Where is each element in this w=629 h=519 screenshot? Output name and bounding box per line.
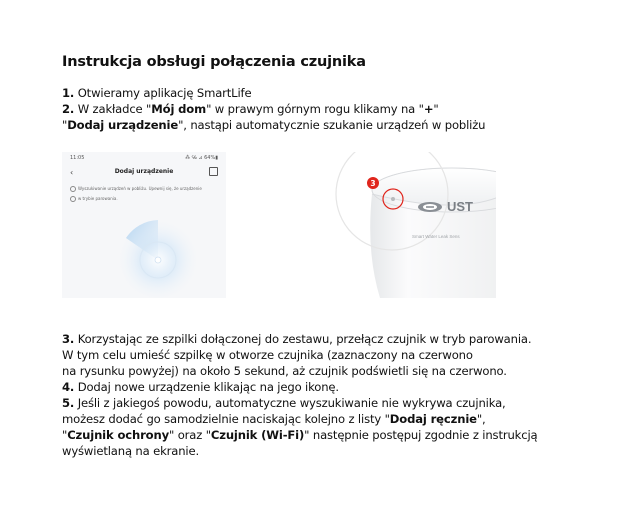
emphasis: Mój dom <box>151 102 207 116</box>
step-text: " następnie postępuj zgodnie z instrukcją <box>304 428 538 442</box>
brand-text: UST <box>447 199 473 214</box>
radar-illustration <box>62 152 226 298</box>
step-1 <box>62 85 485 101</box>
step-text: " <box>433 102 439 116</box>
step-text: możesz dodać go samodzielnie naciskając kolejno z listy " <box>62 412 390 426</box>
back-icon: ‹ <box>70 168 74 177</box>
step-2-line-1 <box>62 101 485 117</box>
marker-number: 3 <box>370 179 376 188</box>
step-text: " <box>62 428 68 442</box>
step-5-line-2 <box>62 411 537 427</box>
step-4 <box>62 379 537 395</box>
search-text: w trybie parowania. <box>78 196 118 201</box>
instructions-bottom <box>62 331 537 459</box>
step-5-line-1 <box>62 395 537 411</box>
emphasis: Czujnik (Wi-Fi) <box>210 428 305 442</box>
sensor-photo <box>332 152 496 298</box>
instructions-top <box>62 85 485 133</box>
step-number: 2. <box>62 102 75 116</box>
step-5-line-3 <box>62 427 537 443</box>
step-3-line-2: W tym celu umieść szpilkę w otworze czujnika (zaznaczony na czerwono <box>62 348 473 362</box>
step-text: Otwieramy aplikację SmartLife <box>74 86 252 100</box>
step-text: W zakładce " <box>74 102 152 116</box>
step-number: 4. <box>62 380 75 394</box>
step-number: 3. <box>62 332 75 346</box>
emphasis: + <box>423 102 434 116</box>
step-text: Jeśli z jakiegoś powodu, automatyczne wyszukiwanie nie wykrywa czujnika, <box>74 396 506 410</box>
pin-hole <box>391 197 395 201</box>
step-2-line-2 <box>62 117 485 133</box>
emphasis: Dodaj ręcznie <box>389 412 477 426</box>
status-time: 11:05 <box>70 155 85 161</box>
step-3-line-3: na rysunku powyżej) na około 5 sekund, aż czujnik podświetli się na czerwono. <box>62 364 507 378</box>
status-icons: ⁂ ℅ ⊿ 64%▮ <box>185 155 218 161</box>
emphasis: Czujnik ochrony <box>67 428 169 442</box>
step-text: " oraz " <box>168 428 211 442</box>
step-text: Dodaj nowe urządzenie klikając na jego ikonę. <box>74 380 339 394</box>
step-3-line-1 <box>62 331 537 347</box>
step-text: " w prawym górnym rogu klikamy na " <box>206 102 424 116</box>
sensor-caption: Smart Water Leak Sens <box>412 234 460 239</box>
page-title: Instrukcja obsługi połączenia czujnika <box>62 54 366 70</box>
search-text: Wyszukiwanie urządzeń w pobliżu. Upewnij się, że urządzenie <box>78 186 202 191</box>
sensor-illustration <box>332 152 496 298</box>
emphasis: Dodaj urządzenie <box>67 118 179 132</box>
step-text: ", nastąpi automatycznie szukanie urządzeń w pobliżu <box>178 118 486 132</box>
step-5-line-4: wyświetlaną na ekranie. <box>62 444 200 458</box>
step-text: Korzystając ze szpilki dołączonej do zestawu, przełącz czujnik w tryb parowania. <box>74 332 532 346</box>
step-number: 5. <box>62 396 75 410</box>
step-number: 1. <box>62 86 75 100</box>
step-text: ", <box>476 412 486 426</box>
screen-title: Dodaj urządzenie <box>114 168 174 175</box>
phone-screenshot <box>62 152 226 298</box>
step-text: " <box>62 118 68 132</box>
